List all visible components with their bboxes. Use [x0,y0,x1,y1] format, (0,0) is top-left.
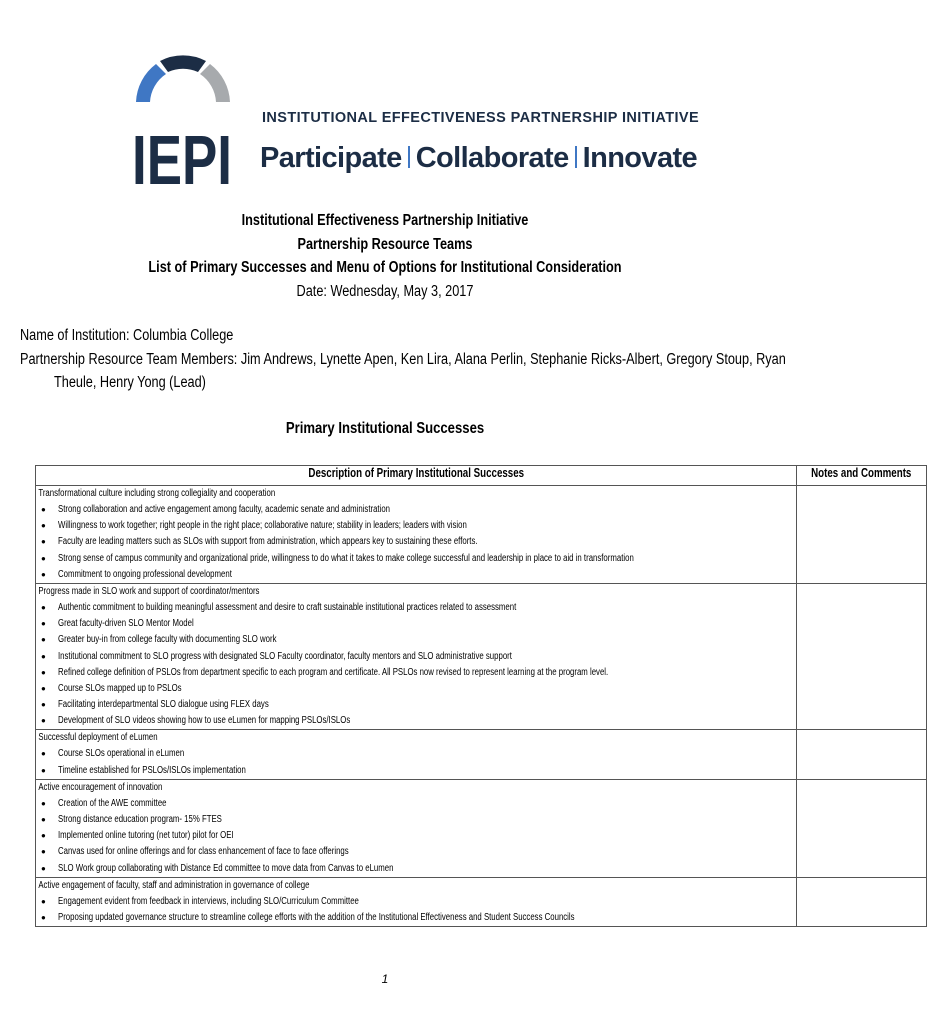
iepi-logo [128,44,700,199]
bullet-icon: ● [41,749,46,759]
doc-title: Institutional Effectiveness Partnership Initiative [241,212,529,229]
list-item [36,518,796,534]
list-item-text: Timeline established for PSLOs/ISLOs implementation [58,764,246,776]
table-row [36,730,927,779]
list-item-text: Development of SLO videos showing how to use eLumen for mapping PSLOs/ISLOs [58,715,351,727]
bullet-icon: ● [41,619,46,629]
column-header-description: Description of Primary Institutional Successes [36,466,797,486]
doc-date: Date: Wednesday, May 3, 2017 [296,283,474,300]
list-item [36,894,796,910]
slogan-word: Innovate [582,142,698,174]
notes-cell [797,779,927,877]
bullet-icon: ● [41,635,46,645]
bullet-icon: ● [41,863,46,873]
list-item-text: Course SLOs mapped up to PSLOs [58,682,182,694]
slogan-divider [408,146,410,168]
list-item [36,844,796,860]
bullet-icon: ● [41,831,46,841]
success-description-cell [36,583,797,730]
success-list [36,894,796,926]
bullet-icon: ● [41,521,46,531]
list-item-text: Faculty are leading matters such as SLOs with support from administration, which appears key to sustaining these efforts. [58,536,478,548]
list-item [36,828,796,844]
list-item [36,616,796,632]
list-item-text: Creation of the AWE committee [58,797,167,809]
list-item [36,665,796,681]
section-title: Primary Institutional Successes [285,420,485,437]
list-item-text: Facilitating interdepartmental SLO dialogue using FLEX days [58,699,269,711]
success-category: Transformational culture including strong collegiality and cooperation [38,488,276,499]
list-item-text: Refined college definition of PSLOs from department specific to each program and certificate. All PSLOs now revised to represent learning at the program level. [58,666,609,678]
bullet-icon: ● [41,569,46,579]
list-item-text: Canvas used for online offerings and for class enhancement of face to face offerings [58,846,349,858]
list-item-text: Institutional commitment to SLO progress with designated SLO Faculty coordinator, faculty mentors and SLO administrative support [58,650,512,662]
table-row [36,779,927,877]
column-header-notes: Notes and Comments [797,466,927,486]
list-item [36,763,796,779]
success-description-cell [36,779,797,877]
slogan-word: Participate [260,142,402,174]
bullet-icon: ● [41,700,46,710]
institution-name: Name of Institution: Columbia College [20,327,234,344]
list-item [36,910,796,926]
list-item [36,567,796,583]
success-list [36,600,796,730]
notes-cell [797,583,927,730]
bullet-icon: ● [41,602,46,612]
success-list [36,746,796,778]
bullet-icon: ● [41,765,46,775]
list-item-text: SLO Work group collaborating with Distance Ed committee to move data from Canvas to eLumen [58,862,394,874]
logo-tagline: INSTITUTIONAL EFFECTIVENESS PARTNERSHIP INITIATIVE [262,110,700,126]
bullet-icon: ● [41,651,46,661]
bullet-icon: ● [41,896,46,906]
success-description-cell [36,730,797,779]
list-item-text: Strong sense of campus community and organizational pride, willingness to do what it takes to make college successful and leadership in place to aid in transformation [58,552,634,564]
list-item-text: Commitment to ongoing professional development [58,568,232,580]
list-item-text: Authentic commitment to building meaningful assessment and desire to craft sustainable institutional practices related to assessment [58,601,517,613]
bullet-icon: ● [41,847,46,857]
list-item [36,551,796,567]
table-row [36,877,927,926]
logo-slogan [260,142,697,175]
notes-cell [797,730,927,779]
list-item [36,502,796,518]
bullet-icon: ● [41,537,46,547]
list-item-text: Implemented online tutoring (net tutor) pilot for OEI [58,830,234,842]
notes-cell [797,877,927,926]
table-row [36,486,927,584]
list-item-text: Course SLOs operational in eLumen [58,748,185,760]
list-item [36,649,796,665]
success-list [36,796,796,877]
bullet-icon: ● [41,505,46,514]
success-description-cell [36,877,797,926]
slogan-divider [575,146,577,168]
list-item [36,861,796,877]
success-description-cell [36,486,797,584]
doc-subtitle: Partnership Resource Teams [297,236,473,253]
logo-acronym: IEPI [132,121,232,199]
bullet-icon: ● [41,912,46,922]
list-item [36,697,796,713]
success-category: Progress made in SLO work and support of coordinator/mentors [38,585,260,597]
list-item-text: Engagement evident from feedback in interviews, including SLO/Curriculum Committee [58,895,359,907]
list-item-text: Strong distance education program- 15% FTES [58,814,222,825]
bullet-icon: ● [41,683,46,693]
bullet-icon: ● [41,667,46,677]
slogan-word: Collaborate [415,142,569,174]
list-item [36,812,796,828]
success-category: Active encouragement of innovation [38,781,163,793]
list-item-text: Proposing updated governance structure to streamline college efforts with the addition of the Institutional Effectiveness and Student Success Councils [58,911,575,923]
page-number: 1 [381,972,389,986]
list-item-text: Strong collaboration and active engagement among faculty, academic senate and administration [58,504,390,515]
table-header-row [36,466,927,486]
bullet-icon: ● [41,716,46,726]
list-item-text: Willingness to work together; right people in the right place; collaborative nature; stability in leaders; leaders with vision [58,520,467,532]
iepi-logo-mark [128,44,238,199]
list-item [36,796,796,812]
bullet-icon: ● [41,798,46,808]
doc-heading: List of Primary Successes and Menu of Options for Institutional Consideration [148,259,622,276]
team-members: Partnership Resource Team Members: Jim Andrews, Lynette Apen, Ken Lira, Alana Perlin, Stephanie Ricks-Albert, Gregory Stoup, Ryan [20,351,786,368]
team-members-cont: Theule, Henry Yong (Lead) [54,374,206,391]
list-item [36,632,796,648]
table-row [36,583,927,730]
list-item [36,600,796,616]
bullet-icon: ● [41,815,46,824]
list-item [36,713,796,729]
list-item [36,681,796,697]
bullet-icon: ● [41,553,46,563]
successes-table [35,465,927,927]
notes-cell [797,486,927,584]
list-item-text: Greater buy-in from college faculty with documenting SLO work [58,634,277,646]
success-category: Active engagement of faculty, staff and administration in governance of college [38,879,310,891]
success-list [36,502,796,583]
success-category: Successful deployment of eLumen [38,732,158,744]
list-item-text: Great faculty-driven SLO Mentor Model [58,618,194,630]
list-item [36,746,796,762]
list-item [36,534,796,550]
